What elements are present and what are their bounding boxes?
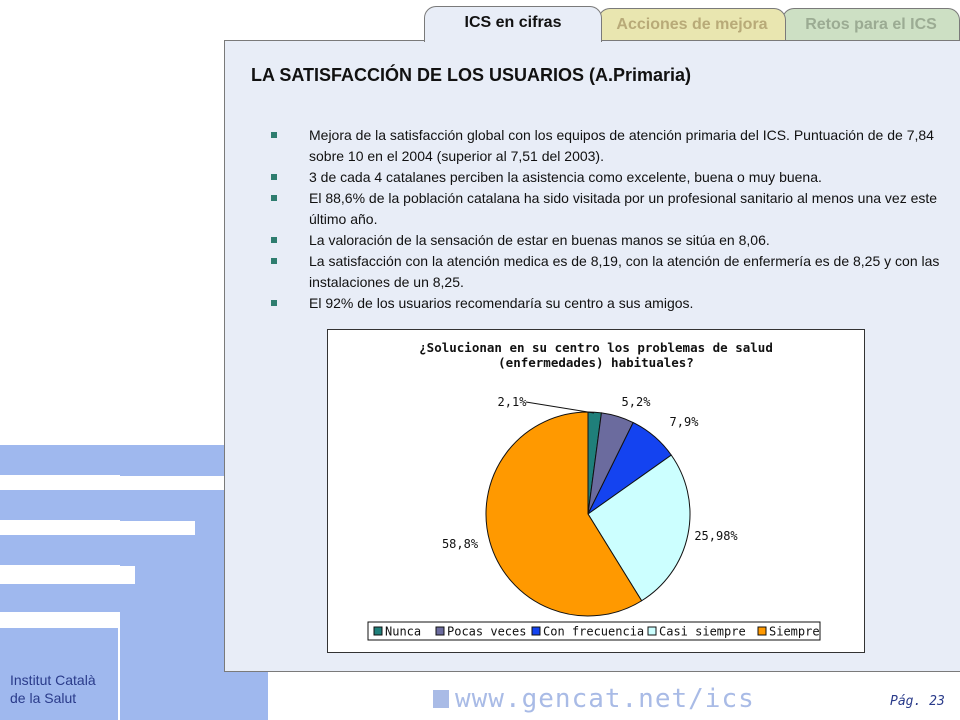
decorative-stripe [0,584,135,612]
tab-ics-en-cifras[interactable]: ICS en cifras [424,6,602,42]
page-title: LA SATISFACCIÓN DE LOS USUARIOS (A.Primaria) [251,65,692,85]
list-item [271,251,951,293]
bullet-text: 3 de cada 4 catalanes perciben la asistencia como excelente, buena o muy buena. [309,169,822,185]
chart-title-line-1: ¿Solucionan en su centro los problemas de salud [419,340,773,355]
bullet-icon [271,237,277,243]
website-url[interactable]: www.gencat.net/ics [455,684,755,714]
leader-line [526,402,594,413]
bullet-text: La valoración de la sensación de estar en buenas manos se sitúa en 8,06. [309,232,770,248]
decorative-stripe [0,445,228,475]
content-panel [224,40,960,672]
legend-label: Con frecuencia [543,624,645,639]
legend-label: Casi siempre [659,624,746,639]
decorative-gap [0,612,118,628]
pie-data-label: 58,8% [441,537,479,551]
legend-swatch [758,627,766,635]
pie-data-label: 2,1% [497,395,527,409]
bullet-text: El 88,6% de la población catalana ha sido visitada por un profesional sanitario al menos una vez este último año. [309,190,938,227]
bullet-text: La satisfacción con la atención medica es de 8,19, con la atención de enfermería es de 8,25 y con las instalaciones de un 8,25. [309,253,940,290]
list-item [271,230,951,251]
decorative-stripe [0,535,195,565]
pie-data-label: 7,9% [669,415,699,429]
bullet-icon [271,132,277,138]
pie-slices [486,412,690,616]
bullet-icon [271,195,277,201]
organization-line-2: de la Salut [10,690,77,706]
list-item [271,125,951,167]
organization-line-1: Institut Català [10,672,96,688]
list-item [271,293,951,314]
legend-label: Siempre [769,624,820,639]
legend-label: Pocas veces [447,624,527,639]
decorative-gap [0,521,195,535]
bullet-text: Mejora de la satisfacción global con los equipos de atención primaria del ICS. Puntuación de de 7,84 sobre 10 en el 2004 (superior al 7,51 del 2003). [309,127,934,164]
pie-data-label: 5,2% [621,395,651,409]
web-icon [433,690,449,708]
pie-chart [327,329,865,653]
chart-legend [368,622,820,640]
decorative-gap [0,566,135,584]
bullet-list [271,125,951,314]
page-number: Pág. 23 [890,694,945,709]
pie-chart-svg [328,330,864,652]
chart-title-line-2: (enfermedades) habituales? [498,355,694,370]
list-item [271,188,951,230]
legend-label: Nunca [385,624,422,639]
tab-retos-para-el-ics[interactable]: Retos para el ICS [782,8,960,40]
legend-swatch [374,627,382,635]
pie-data-label: 25,98% [694,529,738,543]
tab-acciones-de-mejora[interactable]: Acciones de mejora [598,8,786,40]
bullet-icon [271,258,277,264]
decorative-gap [0,476,228,490]
bullet-text: El 92% de los usuarios recomendaría su centro a sus amigos. [309,295,694,311]
legend-swatch [648,627,656,635]
bullet-icon [271,300,277,306]
organization-name [10,671,96,707]
legend-swatch [532,627,540,635]
bullet-icon [271,174,277,180]
legend-swatch [436,627,444,635]
list-item [271,167,951,188]
decorative-stripe [0,490,228,520]
